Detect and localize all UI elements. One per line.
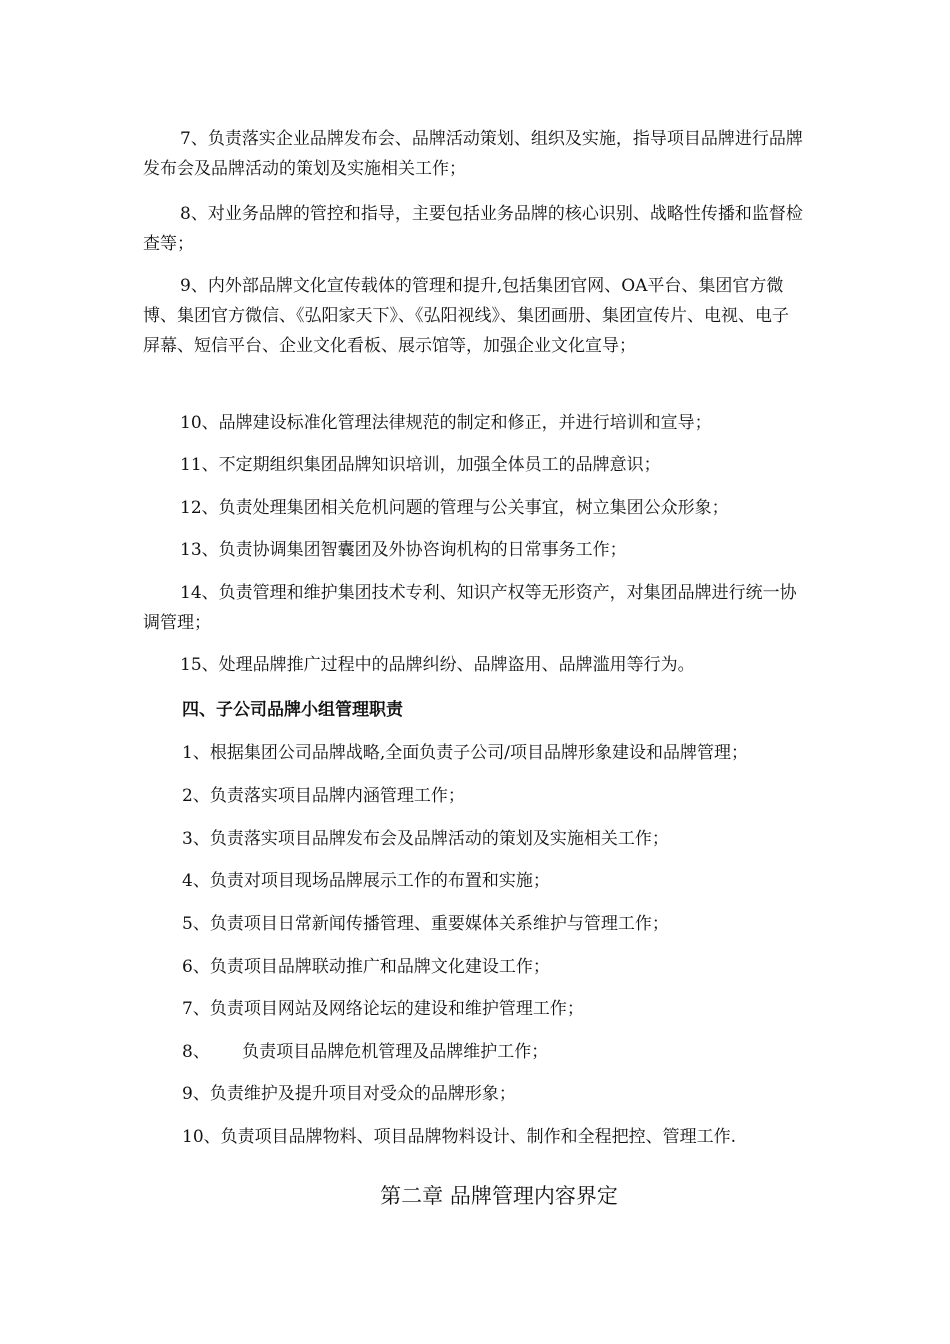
paragraph-item-11: 11、不定期组织集团品牌知识培训，加强全体员工的品牌意识；: [180, 455, 661, 475]
list-item-10: 10、负责项目品牌物料、项目品牌物料设计、制作和全程把控、管理工作.: [182, 1127, 737, 1147]
paragraph-item-9: 9、内外部品牌文化宣传载体的管理和提升,包括集团官网、OA平台、集团官方微博、集团官方微信、《弘阳家天下》、《弘阳视线》、集团画册、集团宣传片、电视、电子屏幕、短信平台、企业文化看板、展示馆等，加强企业文化宣导；: [143, 276, 789, 356]
paragraph-item-15: 15、处理品牌推广过程中的品牌纠纷、品牌盗用、品牌滥用等行为。: [180, 655, 695, 675]
list-item-2: 2、负责落实项目品牌内涵管理工作；: [182, 786, 465, 806]
list-item-7: 7、负责项目网站及网络论坛的建设和维护管理工作；: [182, 999, 584, 1019]
list-item-6: 6、负责项目品牌联动推广和品牌文化建设工作；: [182, 957, 550, 977]
paragraph-item-14: 14、负责管理和维护集团技术专利、知识产权等无形资产，对集团品牌进行统一协调管理；: [143, 583, 797, 633]
list-item-3: 3、负责落实项目品牌发布会及品牌活动的策划及实施相关工作；: [182, 829, 669, 849]
list-item-1: 1、根据集团公司品牌战略,全面负责子公司/项目品牌形象建设和品牌管理；: [182, 743, 748, 763]
paragraph-item-12: 12、负责处理集团相关危机问题的管理与公关事宜，树立集团公众形象；: [180, 498, 729, 518]
section-heading: 四、子公司品牌小组管理职责: [182, 700, 403, 720]
paragraph-item-10: 10、品牌建设标准化管理法律规范的制定和修正，并进行培训和宣导；: [180, 413, 712, 433]
paragraph-item-8: 8、对业务品牌的管控和指导，主要包括业务品牌的核心识别、战略性传播和监督检查等；: [143, 204, 803, 254]
list-item-9: 9、负责维护及提升项目对受众的品牌形象；: [182, 1084, 516, 1104]
list-item-8: 8、 负责项目品牌危机管理及品牌维护工作；: [182, 1042, 549, 1062]
list-item-4: 4、负责对项目现场品牌展示工作的布置和实施；: [182, 871, 550, 891]
chapter-title: 第二章 品牌管理内容界定: [380, 1184, 618, 1208]
paragraph-item-13: 13、负责协调集团智囊团及外协咨询机构的日常事务工作；: [180, 540, 627, 560]
list-item-5: 5、负责项目日常新闻传播管理、重要媒体关系维护与管理工作；: [182, 914, 669, 934]
paragraph-item-7: 7、负责落实企业品牌发布会、品牌活动策划、组织及实施，指导项目品牌进行品牌发布会及品牌活动的策划及实施相关工作；: [143, 129, 803, 179]
